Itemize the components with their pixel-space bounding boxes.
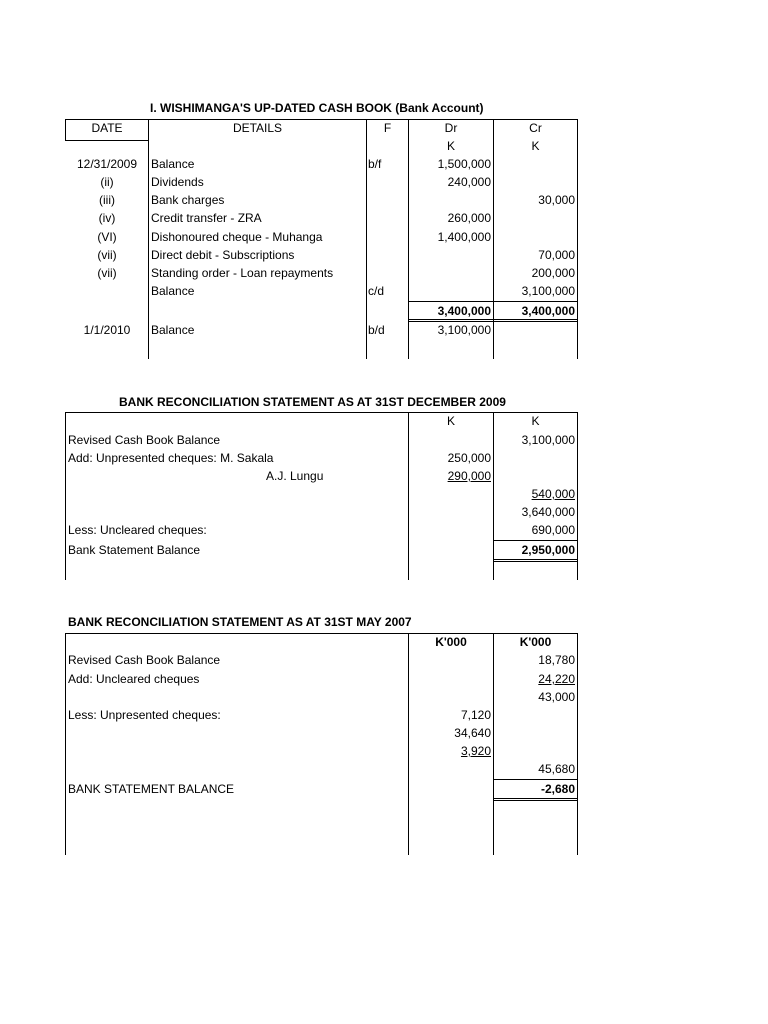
subtotal: 43,000 xyxy=(538,690,575,704)
row-details: Direct debit - Subscriptions xyxy=(151,248,295,262)
row-folio xyxy=(368,191,408,209)
row-date: (iv) xyxy=(98,211,116,225)
row-cr xyxy=(494,155,575,173)
row-dr: 1,400,000 xyxy=(437,230,491,244)
add-value: 24,220 xyxy=(538,672,575,686)
add-total: 540,000 xyxy=(531,487,575,501)
header-date: DATE xyxy=(91,121,123,135)
header-cr: Cr xyxy=(529,121,542,135)
row-dr: 1,500,000 xyxy=(437,157,491,171)
add-label: Add: Unpresented cheques: M. Sakala xyxy=(68,451,274,465)
final-value: 2,950,000 xyxy=(521,543,575,557)
divider xyxy=(366,119,367,359)
row-folio xyxy=(368,264,408,282)
row-folio: b/d xyxy=(368,323,385,337)
divider xyxy=(577,633,578,855)
row-folio xyxy=(368,173,408,191)
revised-value: 18,780 xyxy=(538,653,575,667)
total-cr: 3,400,000 xyxy=(521,304,575,318)
revised-label: Revised Cash Book Balance xyxy=(68,433,221,447)
currency-dr: K xyxy=(446,139,455,153)
row-folio: c/d xyxy=(368,284,385,298)
revised-value: 3,100,000 xyxy=(521,433,575,447)
col-header-2: K xyxy=(531,414,540,428)
col-header-2: K'000 xyxy=(519,635,552,649)
row-date xyxy=(66,282,148,300)
final-label: BANK STATEMENT BALANCE xyxy=(68,782,235,796)
less-total: 45,680 xyxy=(538,762,575,776)
row-details: Balance xyxy=(151,284,195,298)
header-f: F xyxy=(383,121,392,135)
less-label: Less: Unpresented cheques: xyxy=(68,708,221,722)
row-dr: 260,000 xyxy=(447,211,491,225)
less-value: 7,120 xyxy=(460,708,491,722)
row-dr xyxy=(409,264,491,282)
row-date: 12/31/2009 xyxy=(76,157,138,171)
row-dr: 3,100,000 xyxy=(437,323,491,337)
row-date: (iii) xyxy=(99,193,115,207)
add-label: Add: Uncleared cheques xyxy=(68,672,200,686)
row-dr xyxy=(409,282,491,300)
row-dr xyxy=(409,246,491,264)
row-date: (vii) xyxy=(97,266,117,280)
row-date: (ii) xyxy=(100,175,114,189)
cash-book-title: I. WISHIMANGA'S UP-DATED CASH BOOK (Bank Account) xyxy=(150,101,484,115)
rec-2007-title: BANK RECONCILIATION STATEMENT AS AT 31ST MAY 2007 xyxy=(68,615,412,629)
revised-label: Revised Cash Book Balance xyxy=(68,653,221,667)
row-dr: 240,000 xyxy=(447,175,491,189)
row-cr xyxy=(494,173,575,191)
row-details: Dishonoured cheque - Muhanga xyxy=(151,230,323,244)
row-folio xyxy=(368,246,408,264)
currency-cr: K xyxy=(531,139,540,153)
row-folio: b/f xyxy=(368,157,382,171)
divider xyxy=(65,140,149,141)
row-date: (VI) xyxy=(97,230,117,244)
divider xyxy=(65,633,66,855)
less-value: 3,920 xyxy=(460,744,491,758)
divider xyxy=(65,412,66,580)
add-value-1: 250,000 xyxy=(447,451,491,465)
subtotal: 3,640,000 xyxy=(521,505,575,519)
row-details: Bank charges xyxy=(151,193,225,207)
row-cr xyxy=(494,228,575,246)
row-details: Dividends xyxy=(151,175,204,189)
add-name-2: A.J. Lungu xyxy=(266,469,324,483)
row-dr xyxy=(409,191,491,209)
col-header-1: K xyxy=(446,414,455,428)
rec-2009-title: BANK RECONCILIATION STATEMENT AS AT 31ST DECEMBER 2009 xyxy=(119,395,506,409)
less-value: 690,000 xyxy=(531,523,575,537)
final-label: Bank Statement Balance xyxy=(68,543,201,557)
header-dr: Dr xyxy=(444,121,458,135)
row-date: (vii) xyxy=(97,248,117,262)
row-cr: 3,100,000 xyxy=(521,284,575,298)
less-value: 34,640 xyxy=(454,726,491,740)
header-details: DETAILS xyxy=(232,121,283,135)
row-details: Balance xyxy=(151,157,195,171)
row-folio xyxy=(368,209,408,227)
row-cr xyxy=(494,209,575,227)
col-header-1: K'000 xyxy=(435,635,467,649)
divider xyxy=(148,119,149,359)
add-value-2: 290,000 xyxy=(447,469,491,483)
row-cr: 200,000 xyxy=(531,266,575,280)
total-dr: 3,400,000 xyxy=(437,304,491,318)
divider xyxy=(577,412,578,580)
row-details: Standing order - Loan repayments xyxy=(151,266,334,280)
row-date: 1/1/2010 xyxy=(83,323,131,337)
row-cr: 30,000 xyxy=(538,193,575,207)
row-cr: 70,000 xyxy=(538,248,575,262)
row-folio xyxy=(368,228,408,246)
divider xyxy=(577,119,578,359)
less-label: Less: Uncleared cheques: xyxy=(68,523,207,537)
final-value: -2,680 xyxy=(540,782,575,796)
divider xyxy=(408,412,409,580)
row-details: Credit transfer - ZRA xyxy=(151,211,262,225)
row-details: Balance xyxy=(151,323,195,337)
